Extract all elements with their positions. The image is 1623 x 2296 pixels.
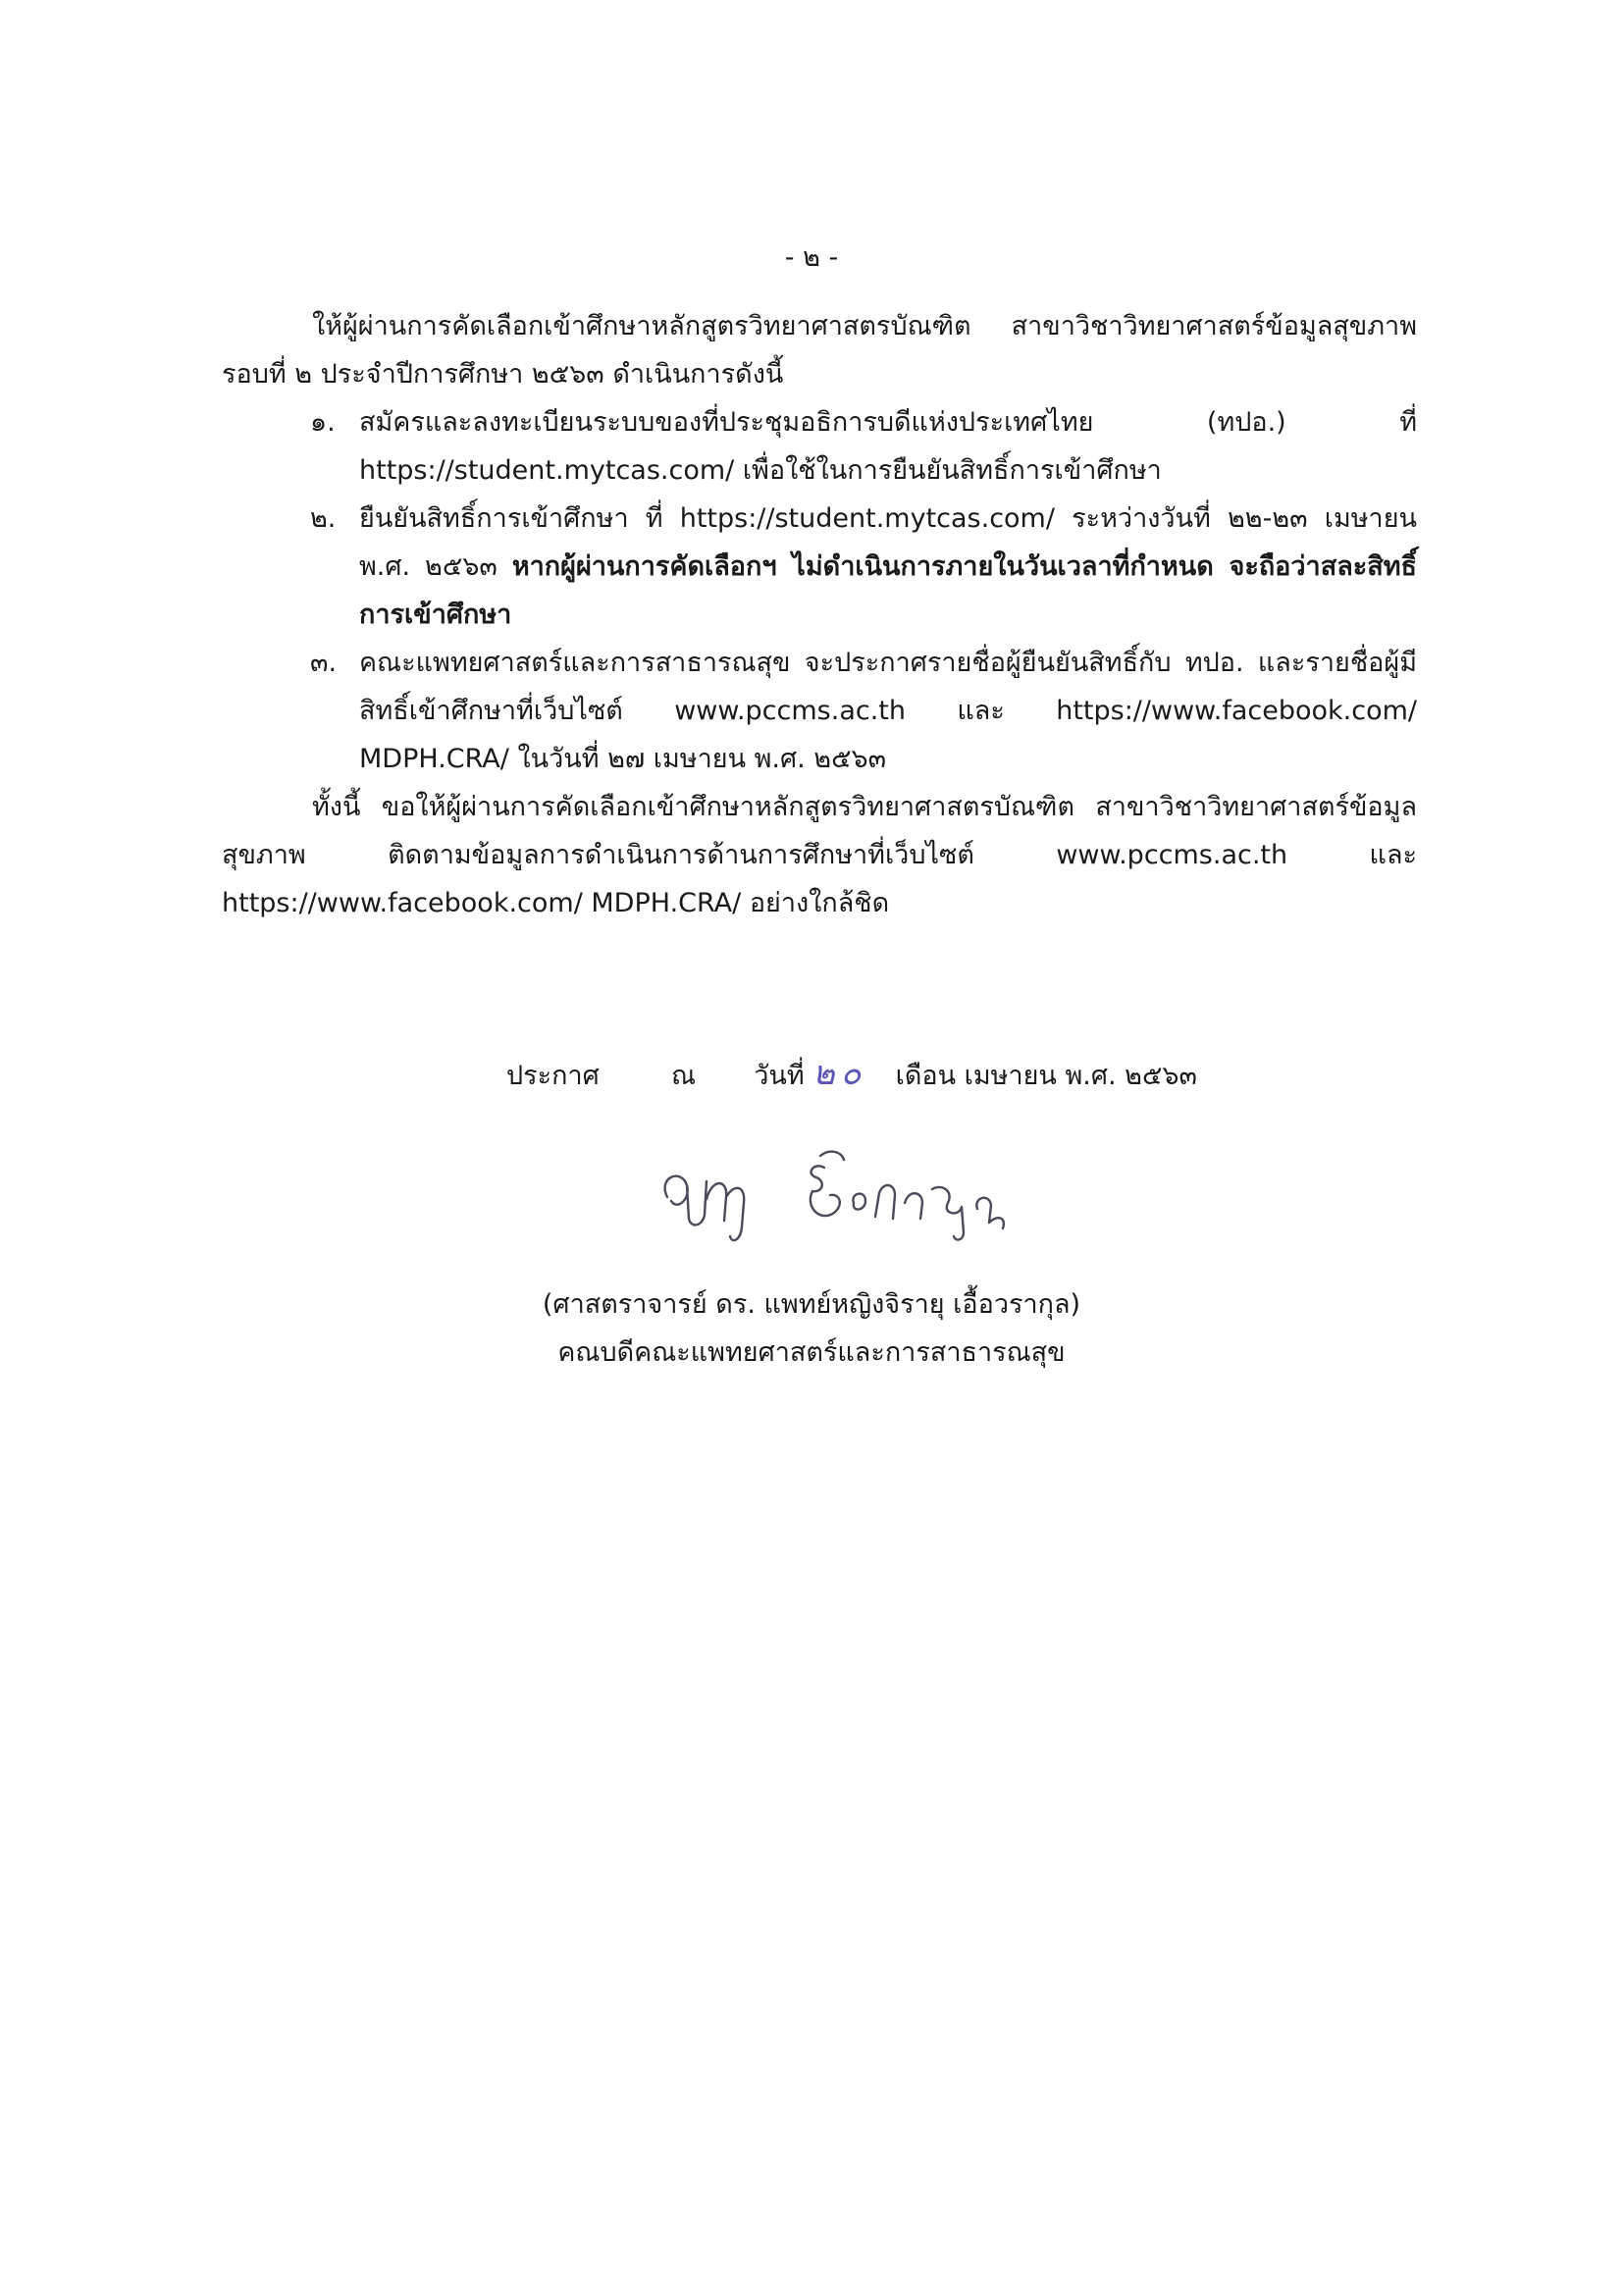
page-number: - ๒ - — [784, 242, 839, 273]
instruction-list — [222, 398, 1417, 783]
list-item — [310, 398, 1417, 495]
list-item-text — [359, 398, 1417, 495]
list-item-text — [359, 495, 1417, 639]
intro-paragraph: ให้ผู้ผ่านการคัดเลือกเข้าศึกษาหลักสูตรวิทยาศาสตรบัณฑิต สาขาวิชาวิทยาศาสตร์ข้อมูลสุขภาพ รอบที่ ๒ ประจำปีการศึกษา ๒๕๖๓ ดำเนินการดังนี้ — [222, 311, 1417, 390]
signer-block — [0, 1280, 1623, 1377]
list-item-number: ๑. — [310, 407, 336, 438]
announcement-date-line — [506, 1050, 1197, 1100]
month-year: เดือน เมษายน พ.ศ. ๒๕๖๓ — [895, 1061, 1197, 1091]
handwritten-day-value: ๒๐ — [812, 1054, 867, 1093]
list-item-bold: หากผู้ผ่านการคัดเลือกฯ ไม่ดำเนินการภายในวันเวลาที่กำหนด จะถือว่าสละสิทธิ์การเข้าศึกษา — [359, 551, 1417, 630]
list-item-text — [359, 639, 1417, 783]
list-item — [310, 639, 1417, 783]
outro-paragraph: ทั้งนี้ ขอให้ผู้ผ่านการคัดเลือกเข้าศึกษาหลักสูตรวิทยาศาสตรบัณฑิต สาขาวิชาวิทยาศาสตร์ข้อมูลสุขภาพ ติดตามข้อมูลการดำเนินการด้านการศึกษาที่เว็บไซต์ www.pccms.ac.th และ https://www.facebook.com/ MDPH.CRA/ อย่างใกล้ชิด — [222, 792, 1417, 918]
list-item-number: ๒. — [310, 503, 337, 534]
announcement-body — [222, 302, 1417, 927]
signer-name: (ศาสตราจารย์ ดร. แพทย์หญิงจิรายุ เอื้อวรากุล) — [542, 1289, 1081, 1320]
handwritten-signature — [648, 1138, 1099, 1256]
list-item-plain: ยืนยันสิทธิ์การเข้าศึกษา ที่ https://student.mytcas.com/ ระหว่างวันที่ ๒๒-๒๓ เมษายน พ.ศ. ๒๕๖๓ — [359, 503, 1417, 582]
day-label: วันที่ — [754, 1061, 805, 1091]
announcement-at: ณ — [670, 1061, 697, 1091]
list-item — [310, 495, 1417, 639]
signer-title: คณบดีคณะแพทยศาสตร์และการสาธารณสุข — [557, 1337, 1066, 1368]
list-item-number: ๓. — [310, 648, 338, 678]
announcement-label: ประกาศ — [506, 1061, 600, 1091]
list-item-plain: คณะแพทยศาสตร์และการสาธารณสุข จะประกาศรายชื่อผู้ยืนยันสิทธิ์กับ ทปอ. และรายชื่อผู้มีสิทธิ์เข้าศึกษาที่เว็บไซต์ www.pccms.ac.th และ https://www.facebook.com/ MDPH.CRA/ ในวันที่ ๒๗ เมษายน พ.ศ. ๒๕๖๓ — [359, 648, 1417, 774]
list-item-plain: สมัครและลงทะเบียนระบบของที่ประชุมอธิการบดีแห่งประเทศไทย (ทปอ.) ที่ https://student.mytcas.com/ เพื่อใช้ในการยืนยันสิทธิ์การเข้าศึกษา — [359, 407, 1417, 486]
